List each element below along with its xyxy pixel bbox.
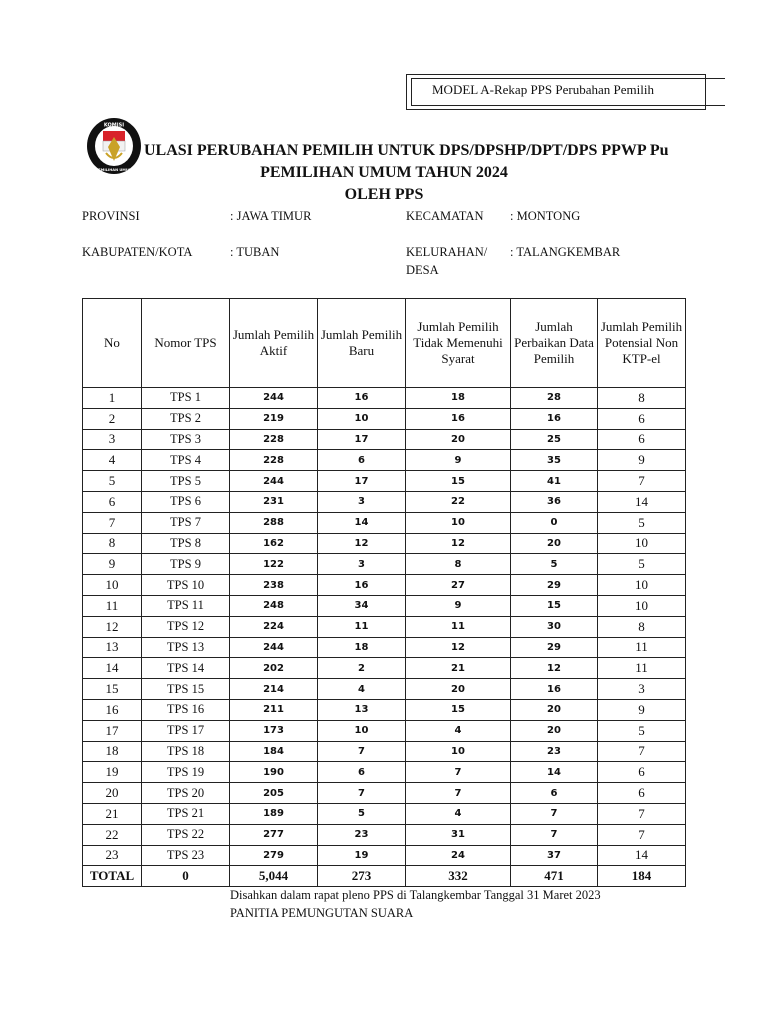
table-row bbox=[83, 616, 686, 637]
table-row bbox=[83, 762, 686, 783]
cell-perbaikan-data: 41 bbox=[511, 471, 598, 492]
cell-no: 8 bbox=[83, 533, 142, 554]
cell-pemilih-baru: 3 bbox=[318, 491, 406, 512]
cell-nomor-tps: TPS 8 bbox=[142, 533, 230, 554]
cell-nomor-tps: TPS 22 bbox=[142, 824, 230, 845]
table-row bbox=[83, 575, 686, 596]
cell-pemilih-baru: 7 bbox=[318, 783, 406, 804]
cell-tidak-memenuhi-syarat: 24 bbox=[406, 845, 511, 866]
cell-tidak-memenuhi-syarat: 20 bbox=[406, 429, 511, 450]
cell-pemilih-baru: 16 bbox=[318, 575, 406, 596]
cell-nomor-tps: TPS 20 bbox=[142, 783, 230, 804]
kecamatan-label: KECAMATAN bbox=[406, 209, 484, 223]
header-potensial-non-ktp: Jumlah Pemilih Potensial Non KTP-el bbox=[598, 299, 686, 388]
cell-potensial-non-ktp: 9 bbox=[598, 699, 686, 720]
table-row bbox=[83, 491, 686, 512]
cell-pemilih-aktif: 231 bbox=[230, 491, 318, 512]
cell-perbaikan-data: 5 bbox=[511, 554, 598, 575]
cell-pemilih-aktif: 189 bbox=[230, 803, 318, 824]
cell-tidak-memenuhi-syarat: 21 bbox=[406, 658, 511, 679]
cell-potensial-non-ktp: 7 bbox=[598, 803, 686, 824]
kabupaten-value: : TUBAN bbox=[230, 245, 280, 259]
total-tps: 0 bbox=[142, 866, 230, 887]
header-no: No bbox=[83, 299, 142, 388]
cell-perbaikan-data: 28 bbox=[511, 388, 598, 409]
cell-potensial-non-ktp: 14 bbox=[598, 845, 686, 866]
total-perbaikan-data: 471 bbox=[511, 866, 598, 887]
table-row bbox=[83, 803, 686, 824]
cell-pemilih-baru: 6 bbox=[318, 450, 406, 471]
table-header-row bbox=[83, 299, 686, 388]
cell-tidak-memenuhi-syarat: 15 bbox=[406, 699, 511, 720]
table-row bbox=[83, 699, 686, 720]
total-pemilih-baru: 273 bbox=[318, 866, 406, 887]
cell-pemilih-aktif: 224 bbox=[230, 616, 318, 637]
cell-tidak-memenuhi-syarat: 12 bbox=[406, 533, 511, 554]
provinsi-value: : JAWA TIMUR bbox=[230, 209, 312, 223]
cell-no: 23 bbox=[83, 845, 142, 866]
cell-pemilih-baru: 3 bbox=[318, 554, 406, 575]
cell-pemilih-baru: 18 bbox=[318, 637, 406, 658]
cell-no: 21 bbox=[83, 803, 142, 824]
cell-tidak-memenuhi-syarat: 9 bbox=[406, 595, 511, 616]
total-tidak-memenuhi-syarat: 332 bbox=[406, 866, 511, 887]
table-row bbox=[83, 450, 686, 471]
cell-tidak-memenuhi-syarat: 27 bbox=[406, 575, 511, 596]
cell-potensial-non-ktp: 7 bbox=[598, 741, 686, 762]
cell-perbaikan-data: 30 bbox=[511, 616, 598, 637]
cell-perbaikan-data: 37 bbox=[511, 845, 598, 866]
cell-pemilih-aktif: 202 bbox=[230, 658, 318, 679]
logo-top-text: KOMISI bbox=[103, 122, 125, 129]
table-row bbox=[83, 783, 686, 804]
cell-potensial-non-ktp: 9 bbox=[598, 450, 686, 471]
kecamatan-value: : MONTONG bbox=[510, 209, 581, 223]
cell-pemilih-baru: 14 bbox=[318, 512, 406, 533]
cell-no: 3 bbox=[83, 429, 142, 450]
kelurahan-label: KELURAHAN/ bbox=[406, 245, 488, 259]
cell-pemilih-baru: 13 bbox=[318, 699, 406, 720]
table-row bbox=[83, 471, 686, 492]
cell-no: 10 bbox=[83, 575, 142, 596]
cell-pemilih-baru: 5 bbox=[318, 803, 406, 824]
cell-no: 12 bbox=[83, 616, 142, 637]
kelurahan-value: : TALANGKEMBAR bbox=[510, 245, 621, 259]
cell-pemilih-aktif: 205 bbox=[230, 783, 318, 804]
cell-potensial-non-ktp: 5 bbox=[598, 512, 686, 533]
cell-potensial-non-ktp: 3 bbox=[598, 679, 686, 700]
cell-tidak-memenuhi-syarat: 7 bbox=[406, 783, 511, 804]
cell-pemilih-aktif: 288 bbox=[230, 512, 318, 533]
cell-pemilih-aktif: 277 bbox=[230, 824, 318, 845]
cell-pemilih-baru: 34 bbox=[318, 595, 406, 616]
cell-no: 4 bbox=[83, 450, 142, 471]
cell-no: 11 bbox=[83, 595, 142, 616]
cell-no: 22 bbox=[83, 824, 142, 845]
cell-potensial-non-ktp: 6 bbox=[598, 783, 686, 804]
cell-tidak-memenuhi-syarat: 10 bbox=[406, 741, 511, 762]
cell-pemilih-baru: 19 bbox=[318, 845, 406, 866]
cell-potensial-non-ktp: 10 bbox=[598, 595, 686, 616]
cell-pemilih-baru: 16 bbox=[318, 388, 406, 409]
cell-perbaikan-data: 15 bbox=[511, 595, 598, 616]
cell-potensial-non-ktp: 8 bbox=[598, 616, 686, 637]
cell-potensial-non-ktp: 6 bbox=[598, 429, 686, 450]
cell-nomor-tps: TPS 4 bbox=[142, 450, 230, 471]
footer-committee-text: PANITIA PEMUNGUTAN SUARA bbox=[230, 906, 414, 920]
cell-perbaikan-data: 29 bbox=[511, 637, 598, 658]
cell-potensial-non-ktp: 11 bbox=[598, 658, 686, 679]
table-row bbox=[83, 637, 686, 658]
cell-perbaikan-data: 23 bbox=[511, 741, 598, 762]
cell-no: 6 bbox=[83, 491, 142, 512]
cell-potensial-non-ktp: 10 bbox=[598, 575, 686, 596]
header-pemilih-aktif: Jumlah Pemilih Aktif bbox=[230, 299, 318, 388]
cell-no: 20 bbox=[83, 783, 142, 804]
cell-no: 5 bbox=[83, 471, 142, 492]
cell-potensial-non-ktp: 6 bbox=[598, 762, 686, 783]
cell-tidak-memenuhi-syarat: 15 bbox=[406, 471, 511, 492]
cell-perbaikan-data: 6 bbox=[511, 783, 598, 804]
cell-tidak-memenuhi-syarat: 10 bbox=[406, 512, 511, 533]
cell-no: 18 bbox=[83, 741, 142, 762]
cell-pemilih-aktif: 184 bbox=[230, 741, 318, 762]
cell-pemilih-aktif: 162 bbox=[230, 533, 318, 554]
cell-pemilih-aktif: 279 bbox=[230, 845, 318, 866]
cell-no: 13 bbox=[83, 637, 142, 658]
cell-tidak-memenuhi-syarat: 7 bbox=[406, 762, 511, 783]
cell-pemilih-aktif: 228 bbox=[230, 450, 318, 471]
table-row bbox=[83, 408, 686, 429]
cell-perbaikan-data: 20 bbox=[511, 720, 598, 741]
cell-tidak-memenuhi-syarat: 18 bbox=[406, 388, 511, 409]
cell-nomor-tps: TPS 12 bbox=[142, 616, 230, 637]
cell-perbaikan-data: 0 bbox=[511, 512, 598, 533]
cell-pemilih-baru: 2 bbox=[318, 658, 406, 679]
cell-nomor-tps: TPS 3 bbox=[142, 429, 230, 450]
header-pemilih-baru: Jumlah Pemilih Baru bbox=[318, 299, 406, 388]
title-line-1: ULASI PERUBAHAN PEMILIH UNTUK DPS/DPSHP/DPT/DPS PPWP Pu bbox=[144, 142, 669, 159]
cell-pemilih-aktif: 228 bbox=[230, 429, 318, 450]
kelurahan-label-desa: DESA bbox=[406, 263, 439, 277]
cell-no: 2 bbox=[83, 408, 142, 429]
cell-no: 1 bbox=[83, 388, 142, 409]
cell-pemilih-baru: 11 bbox=[318, 616, 406, 637]
cell-pemilih-aktif: 244 bbox=[230, 637, 318, 658]
cell-pemilih-baru: 17 bbox=[318, 429, 406, 450]
table-row bbox=[83, 679, 686, 700]
cell-perbaikan-data: 29 bbox=[511, 575, 598, 596]
cell-pemilih-aktif: 173 bbox=[230, 720, 318, 741]
cell-pemilih-baru: 7 bbox=[318, 741, 406, 762]
cell-pemilih-aktif: 190 bbox=[230, 762, 318, 783]
cell-perbaikan-data: 20 bbox=[511, 699, 598, 720]
cell-pemilih-aktif: 244 bbox=[230, 388, 318, 409]
total-pemilih-aktif: 5,044 bbox=[230, 866, 318, 887]
cell-perbaikan-data: 36 bbox=[511, 491, 598, 512]
cell-potensial-non-ktp: 7 bbox=[598, 471, 686, 492]
cell-perbaikan-data: 12 bbox=[511, 658, 598, 679]
cell-nomor-tps: TPS 1 bbox=[142, 388, 230, 409]
cell-perbaikan-data: 7 bbox=[511, 803, 598, 824]
table-row bbox=[83, 658, 686, 679]
cell-perbaikan-data: 14 bbox=[511, 762, 598, 783]
cell-perbaikan-data: 7 bbox=[511, 824, 598, 845]
cell-tidak-memenuhi-syarat: 20 bbox=[406, 679, 511, 700]
header-tidak-memenuhi-syarat: Jumlah Pemilih Tidak Memenuhi Syarat bbox=[406, 299, 511, 388]
cell-nomor-tps: TPS 15 bbox=[142, 679, 230, 700]
cell-no: 19 bbox=[83, 762, 142, 783]
cell-nomor-tps: TPS 18 bbox=[142, 741, 230, 762]
table-row bbox=[83, 533, 686, 554]
cell-no: 7 bbox=[83, 512, 142, 533]
cell-no: 15 bbox=[83, 679, 142, 700]
title-line-2: PEMILIHAN UMUM TAHUN 2024 bbox=[260, 164, 508, 181]
cell-nomor-tps: TPS 11 bbox=[142, 595, 230, 616]
table-row bbox=[83, 595, 686, 616]
cell-pemilih-baru: 12 bbox=[318, 533, 406, 554]
cell-perbaikan-data: 35 bbox=[511, 450, 598, 471]
cell-pemilih-baru: 17 bbox=[318, 471, 406, 492]
cell-tidak-memenuhi-syarat: 12 bbox=[406, 637, 511, 658]
cell-pemilih-aktif: 238 bbox=[230, 575, 318, 596]
cell-tidak-memenuhi-syarat: 4 bbox=[406, 803, 511, 824]
provinsi-label: PROVINSI bbox=[82, 209, 140, 223]
cell-tidak-memenuhi-syarat: 4 bbox=[406, 720, 511, 741]
cell-tidak-memenuhi-syarat: 22 bbox=[406, 491, 511, 512]
cell-perbaikan-data: 25 bbox=[511, 429, 598, 450]
cell-nomor-tps: TPS 19 bbox=[142, 762, 230, 783]
cell-nomor-tps: TPS 6 bbox=[142, 491, 230, 512]
model-label: MODEL A-Rekap PPS Perubahan Pemilih bbox=[432, 82, 654, 97]
cell-potensial-non-ktp: 10 bbox=[598, 533, 686, 554]
cell-perbaikan-data: 20 bbox=[511, 533, 598, 554]
cell-nomor-tps: TPS 13 bbox=[142, 637, 230, 658]
cell-pemilih-baru: 23 bbox=[318, 824, 406, 845]
cell-potensial-non-ktp: 5 bbox=[598, 720, 686, 741]
cell-pemilih-aktif: 244 bbox=[230, 471, 318, 492]
title-line-3: OLEH PPS bbox=[344, 186, 424, 203]
cell-no: 9 bbox=[83, 554, 142, 575]
cell-nomor-tps: TPS 14 bbox=[142, 658, 230, 679]
cell-pemilih-aktif: 122 bbox=[230, 554, 318, 575]
cell-potensial-non-ktp: 11 bbox=[598, 637, 686, 658]
cell-pemilih-aktif: 219 bbox=[230, 408, 318, 429]
cell-nomor-tps: TPS 10 bbox=[142, 575, 230, 596]
header-nomor-tps: Nomor TPS bbox=[142, 299, 230, 388]
cell-potensial-non-ktp: 8 bbox=[598, 388, 686, 409]
cell-no: 17 bbox=[83, 720, 142, 741]
cell-pemilih-aktif: 214 bbox=[230, 679, 318, 700]
cell-pemilih-baru: 10 bbox=[318, 408, 406, 429]
cell-tidak-memenuhi-syarat: 16 bbox=[406, 408, 511, 429]
cell-nomor-tps: TPS 23 bbox=[142, 845, 230, 866]
table-row bbox=[83, 554, 686, 575]
cell-nomor-tps: TPS 16 bbox=[142, 699, 230, 720]
cell-nomor-tps: TPS 21 bbox=[142, 803, 230, 824]
cell-tidak-memenuhi-syarat: 9 bbox=[406, 450, 511, 471]
cell-potensial-non-ktp: 7 bbox=[598, 824, 686, 845]
cell-nomor-tps: TPS 17 bbox=[142, 720, 230, 741]
cell-pemilih-baru: 4 bbox=[318, 679, 406, 700]
cell-tidak-memenuhi-syarat: 8 bbox=[406, 554, 511, 575]
table-row bbox=[83, 512, 686, 533]
table-row bbox=[83, 429, 686, 450]
cell-perbaikan-data: 16 bbox=[511, 679, 598, 700]
kabupaten-label: KABUPATEN/KOTA bbox=[82, 245, 193, 259]
cell-potensial-non-ktp: 14 bbox=[598, 491, 686, 512]
table-row bbox=[83, 845, 686, 866]
total-row bbox=[83, 866, 686, 887]
table-row bbox=[83, 741, 686, 762]
table-row bbox=[83, 388, 686, 409]
total-potensial-non-ktp: 184 bbox=[598, 866, 686, 887]
cell-nomor-tps: TPS 7 bbox=[142, 512, 230, 533]
cell-potensial-non-ktp: 6 bbox=[598, 408, 686, 429]
table-row bbox=[83, 720, 686, 741]
cell-potensial-non-ktp: 5 bbox=[598, 554, 686, 575]
cell-pemilih-baru: 6 bbox=[318, 762, 406, 783]
cell-perbaikan-data: 16 bbox=[511, 408, 598, 429]
cell-pemilih-aktif: 211 bbox=[230, 699, 318, 720]
cell-nomor-tps: TPS 5 bbox=[142, 471, 230, 492]
footer-approval-text: Disahkan dalam rapat pleno PPS di Talangkembar Tanggal 31 Maret 2023 bbox=[230, 888, 601, 902]
cell-tidak-memenuhi-syarat: 31 bbox=[406, 824, 511, 845]
cell-nomor-tps: TPS 9 bbox=[142, 554, 230, 575]
cell-no: 16 bbox=[83, 699, 142, 720]
logo-bottom-text: PEMILIHAN UMUM bbox=[95, 168, 133, 172]
cell-tidak-memenuhi-syarat: 11 bbox=[406, 616, 511, 637]
cell-no: 14 bbox=[83, 658, 142, 679]
cell-pemilih-aktif: 248 bbox=[230, 595, 318, 616]
header-perbaikan-data: Jumlah Perbaikan Data Pemilih bbox=[511, 299, 598, 388]
rekap-table bbox=[82, 298, 686, 887]
table-row bbox=[83, 824, 686, 845]
total-label: TOTAL bbox=[83, 866, 142, 887]
cell-pemilih-baru: 10 bbox=[318, 720, 406, 741]
cell-nomor-tps: TPS 2 bbox=[142, 408, 230, 429]
